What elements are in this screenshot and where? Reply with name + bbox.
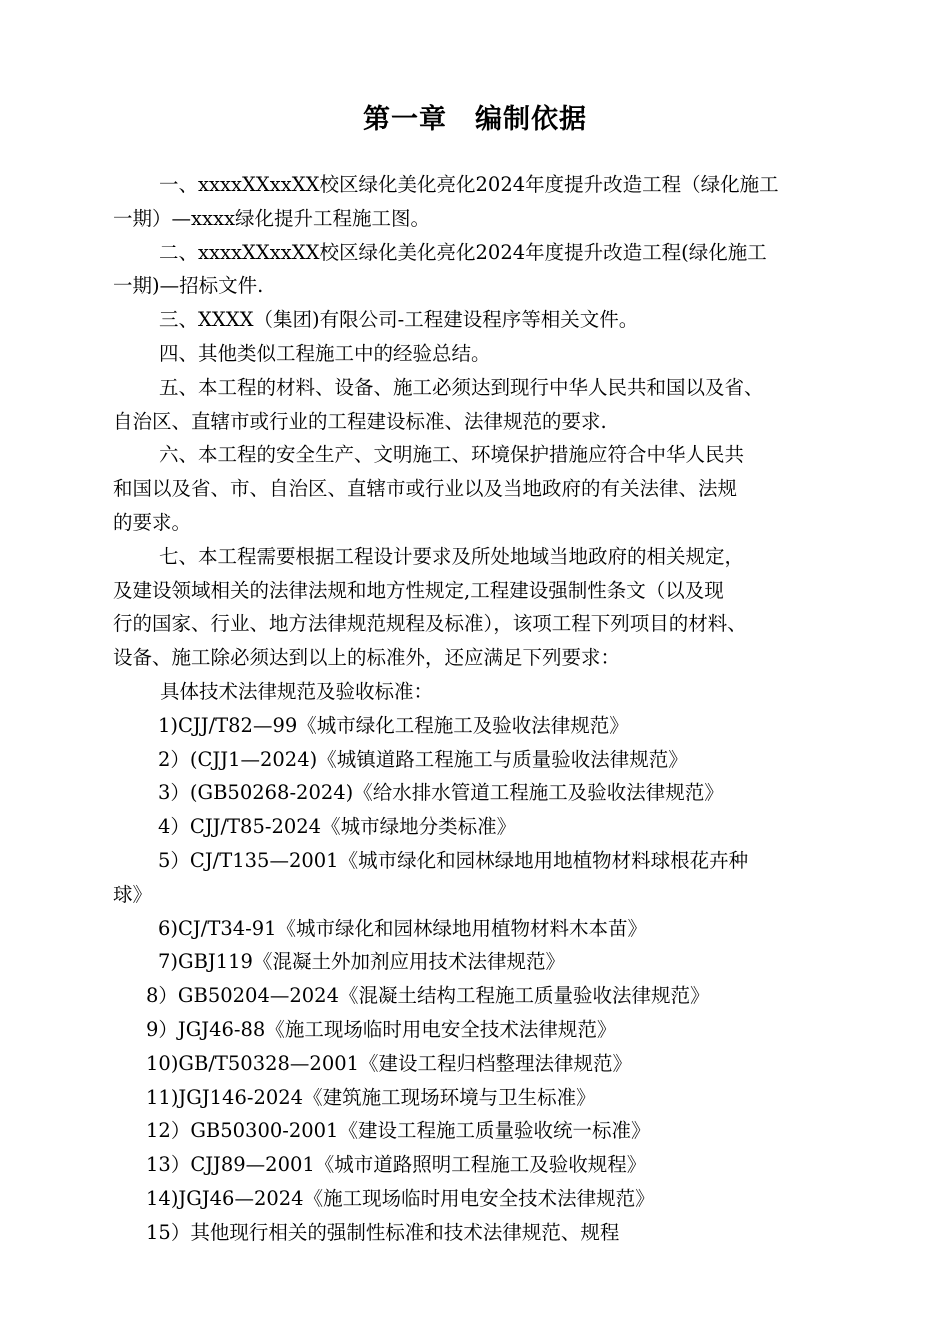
standards-heading: 具体技术法律规范及验收标准： [160, 679, 434, 703]
basis-item-7-line-1: 七、本工程需要根据工程设计要求及所处地域当地政府的相关规定， [159, 544, 745, 568]
basis-item-1-line-1: 一、xxxxXXxxXX校区绿化美化亮化2024年度提升改造工程（绿化施工 [159, 173, 779, 196]
standard-item-4: 4）CJJ/T85-2024《城市绿地分类标准》 [158, 815, 517, 839]
standard-item-1: 1)CJJ/T82—99《城市绿化工程施工及验收法律规范》 [158, 713, 629, 737]
basis-item-5-line-1: 五、本工程的材料、设备、施工必须达到现行中华人民共和国以及省、 [159, 375, 764, 399]
basis-item-7-line-3: 行的国家、行业、地方法律规范规程及标准），该项工程下列项目的材料、 [113, 612, 747, 636]
standard-item-7: 7)GBJ119《混凝土外加剂应用技术法律规范》 [158, 950, 565, 974]
standard-item-12: 12）GB50300-2001《建设工程施工质量验收统一标准》 [146, 1119, 651, 1143]
standard-item-5-line-2: 球》 [113, 882, 153, 906]
standard-item-13: 13）CJJ89—2001《城市道路照明工程施工及验收规程》 [146, 1153, 647, 1177]
basis-item-3: 三、XXXX（集团)有限公司-工程建设程序等相关文件。 [159, 308, 639, 332]
standard-item-8: 8）GB50204—2024《混凝土结构工程施工质量验收法律规范》 [146, 984, 710, 1008]
basis-item-7-line-2: 及建设领域相关的法律法规和地方性规定,工程建设强制性条文（以及现 [113, 578, 724, 602]
basis-item-6-line-2: 和国以及省、市、自治区、直辖市或行业以及当地政府的有关法律、法规 [113, 477, 738, 501]
document-body [113, 168, 843, 1250]
standard-item-2: 2）(CJJ1—2024)《城镇道路工程施工与质量验收法律规范》 [158, 747, 688, 771]
basis-item-4: 四、其他类似工程施工中的经验总结。 [159, 341, 491, 365]
basis-item-2-line-2: 一期)—招标文件. [113, 274, 264, 298]
standard-item-10: 10)GB/T50328—2001《建设工程归档整理法律规范》 [146, 1051, 633, 1075]
basis-item-2-line-1: 二、xxxxXXxxXX校区绿化美化亮化2024年度提升改造工程(绿化施工 [159, 240, 767, 264]
basis-item-1-line-2: 一期）—xxxx绿化提升工程施工图。 [113, 206, 430, 230]
standard-item-14: 14)JGJ46—2024《施工现场临时用电安全技术法律规范》 [146, 1186, 655, 1210]
basis-item-7-line-4: 设备、施工除必须达到以上的标准外，还应满足下列要求： [113, 646, 621, 670]
standard-item-3: 3）(GB50268-2024)《给水排水管道工程施工及验收法律规范》 [158, 781, 724, 805]
standard-item-9: 9）JGJ46-88《施工现场临时用电安全技术法律规范》 [146, 1017, 617, 1041]
basis-item-6-line-3: 的要求。 [113, 510, 192, 534]
basis-item-5-line-2: 自治区、直辖市或行业的工程建设标准、法律规范的要求. [113, 409, 607, 433]
standard-item-6: 6)CJ/T34-91《城市绿化和园林绿地用植物材料木本苗》 [158, 916, 648, 940]
standard-item-15: 15）其他现行相关的强制性标准和技术法律规范、规程 [146, 1220, 620, 1244]
basis-item-6-line-1: 六、本工程的安全生产、文明施工、环境保护措施应符合中华人民共 [159, 443, 745, 467]
standard-item-11: 11)JGJ146-2024《建筑施工现场环境与卫生标准》 [146, 1085, 596, 1109]
chapter-title: 第一章 编制依据 [363, 104, 587, 135]
standard-item-5-line-1: 5）CJ/T135—2001《城市绿化和园林绿地用地植物材料球根花卉种 [158, 848, 749, 872]
